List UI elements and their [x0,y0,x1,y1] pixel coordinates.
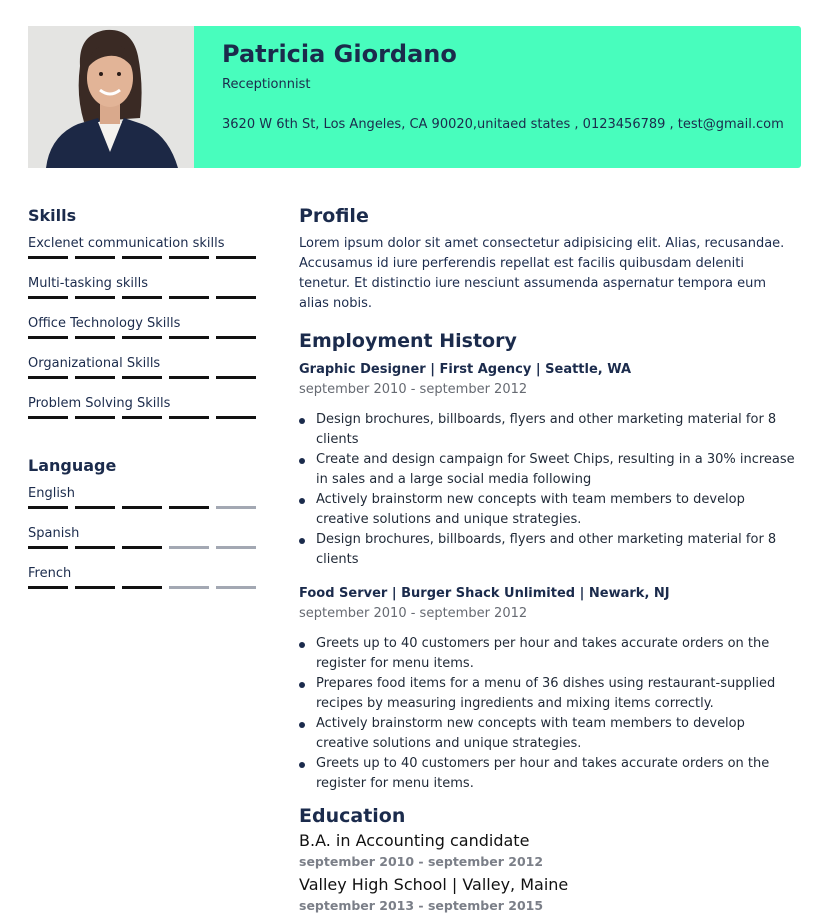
language-rating-segment [122,546,162,549]
skill-rating-segment [122,296,162,299]
education-dates: september 2010 - september 2012 [299,854,544,869]
skill-rating [28,336,260,339]
language-rating [28,586,260,589]
job-bullet: Create and design campaign for Sweet Chips, resulting in a 30% increase in sales and a large social media following [299,450,799,490]
skill-rating-segment [169,256,209,259]
job-entry [299,584,799,794]
education-degree: B.A. in Accounting candidate [299,831,530,850]
skill-rating-segment [75,296,115,299]
skill-rating-segment [169,376,209,379]
job-bullet: Greets up to 40 customers per hour and takes accurate orders on the register for menu items. [299,634,799,674]
language-rating-segment [75,586,115,589]
job-bullet: Actively brainstorm new concepts with team members to develop creative solutions and unique strategies. [299,714,799,754]
job-bullet: Prepares food items for a menu of 36 dishes using restaurant-supplied recipes by measuring ingredients and mixing items correctly. [299,674,799,714]
language-row [28,516,260,556]
skill-row [28,266,260,306]
person-portrait-icon [28,26,194,168]
skill-rating-segment [122,336,162,339]
education-entry [299,874,799,916]
skill-rating-segment [122,376,162,379]
language-rating-segment [28,586,68,589]
skill-row [28,386,260,426]
skill-rating-segment [28,376,68,379]
skill-row [28,306,260,346]
language-label: French [28,566,72,581]
job-dates: september 2010 - september 2012 [299,382,528,397]
language-rating [28,546,260,549]
language-heading: Language [28,456,117,475]
skill-rating-segment [75,336,115,339]
language-rating-segment [169,586,209,589]
job-bullets [299,634,799,794]
language-rating [28,506,260,509]
skills-list [28,226,260,426]
language-rating-segment [216,586,256,589]
skill-rating-segment [216,376,256,379]
language-rating-segment [216,546,256,549]
profile-summary: Lorem ipsum dolor sit amet consectetur adipisicing elit. Alias, recusandae. Accusamus id iure perferendis repellat est facilis quibusdam deleniti tenetur. Et distinctio iure nesciunt assumenda aspernatur tempora eum alias nobis. [299,236,785,311]
skill-rating-segment [75,376,115,379]
job-bullet: Design brochures, billboards, flyers and other marketing material for 8 clients [299,410,799,450]
skill-rating [28,416,260,419]
language-label: English [28,486,75,501]
language-rating-segment [28,506,68,509]
language-row [28,476,260,516]
job-dates: september 2010 - september 2012 [299,606,528,621]
job-title: Receptionnist [222,77,311,92]
job-bullet: Greets up to 40 customers per hour and takes accurate orders on the register for menu items. [299,754,799,794]
skill-label: Organizational Skills [28,356,161,371]
education-entry [299,830,799,872]
skill-rating-segment [28,296,68,299]
skill-rating-segment [28,416,68,419]
skill-rating-segment [216,296,256,299]
skill-rating-segment [216,256,256,259]
education-degree: Valley High School | Valley, Maine [299,875,569,894]
skill-rating-segment [28,336,68,339]
skill-rating-segment [216,416,256,419]
language-rating-segment [169,506,209,509]
skill-rating-segment [216,336,256,339]
language-rating-segment [28,546,68,549]
skill-rating [28,296,260,299]
job-bullet: Actively brainstorm new concepts with team members to develop creative solutions and unique strategies. [299,490,799,530]
education-dates: september 2013 - september 2015 [299,898,544,913]
skill-rating-segment [169,296,209,299]
skill-rating-segment [169,336,209,339]
candidate-name: Patricia Giordano [222,40,457,68]
language-rating-segment [75,506,115,509]
job-heading: Graphic Designer | First Agency | Seattle, WA [299,362,632,377]
skill-rating [28,376,260,379]
profile-heading: Profile [299,205,369,227]
profile-photo [28,26,194,168]
skill-rating [28,256,260,259]
skill-label: Multi-tasking skills [28,276,148,291]
skill-label: Problem Solving Skills [28,396,171,411]
skill-rating-segment [28,256,68,259]
language-rating-segment [122,586,162,589]
skill-rating-segment [122,416,162,419]
main-content [299,204,799,916]
language-label: Spanish [28,526,80,541]
skill-label: Office Technology Skills [28,316,181,331]
skill-rating-segment [75,256,115,259]
contact-info: 3620 W 6th St, Los Angeles, CA 90020,unitaed states , 0123456789 , test@gmail.com [222,117,784,132]
employment-heading: Employment History [299,330,517,352]
skill-label: Exclenet communication skills [28,236,225,251]
skill-rating-segment [75,416,115,419]
language-rating-segment [75,546,115,549]
sidebar [28,206,260,596]
job-heading: Food Server | Burger Shack Unlimited | Newark, NJ [299,586,670,601]
job-entry [299,360,799,570]
skill-row [28,346,260,386]
language-list [28,476,260,596]
skills-heading: Skills [28,206,77,225]
skill-rating-segment [122,256,162,259]
resume-header [28,26,801,168]
language-rating-segment [122,506,162,509]
skill-row [28,226,260,266]
job-bullet: Design brochures, billboards, flyers and other marketing material for 8 clients [299,530,799,570]
skill-rating-segment [169,416,209,419]
education-heading: Education [299,805,406,827]
language-row [28,556,260,596]
job-bullets [299,410,799,570]
language-rating-segment [169,546,209,549]
language-rating-segment [216,506,256,509]
